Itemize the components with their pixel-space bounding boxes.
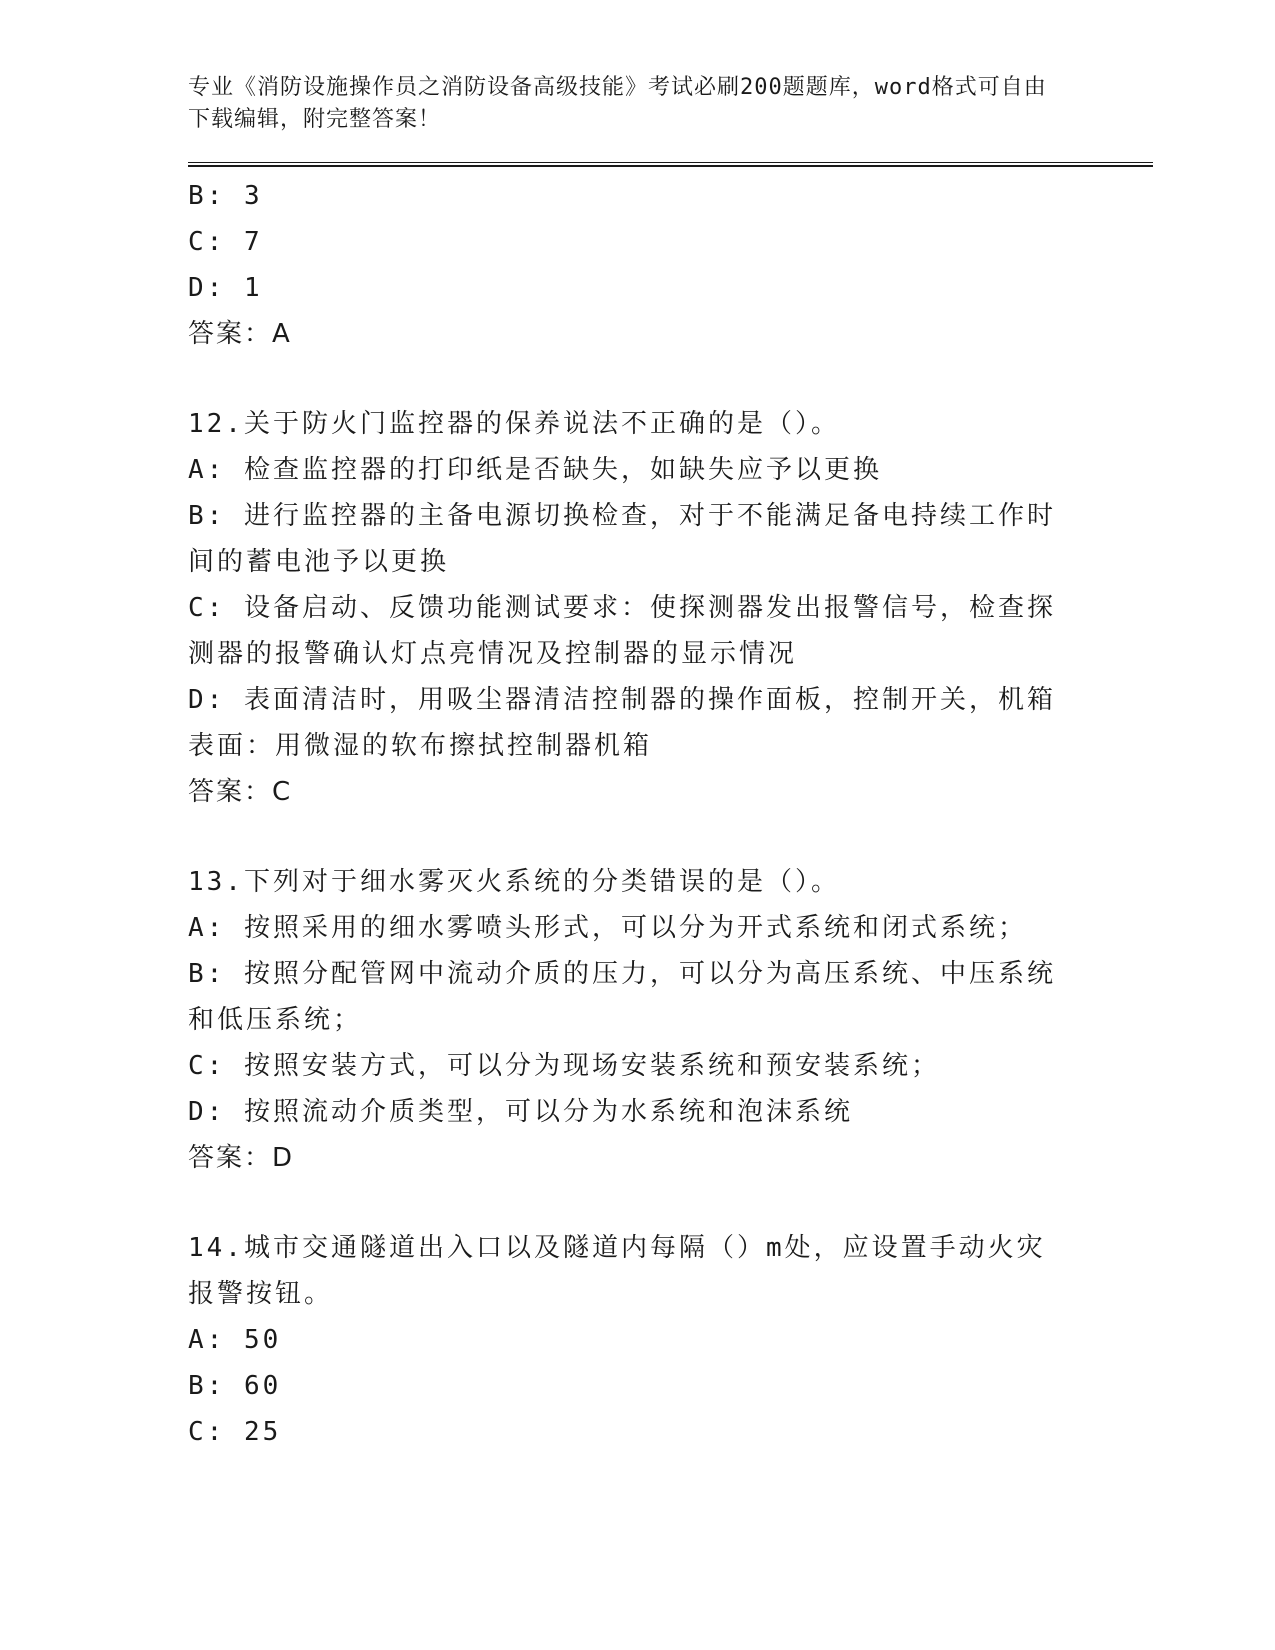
option-a: A: 检查监控器的打印纸是否缺失，如缺失应予以更换 xyxy=(188,455,882,485)
option-b: B: 3 xyxy=(188,181,263,211)
option-c: C: 25 xyxy=(188,1417,282,1447)
option-c: C: 按照安装方式，可以分为现场安装系统和预安装系统； xyxy=(188,1051,940,1081)
option-c: C: 7 xyxy=(188,227,263,257)
option-d: D: 表面清洁时，用吸尘器清洁控制器的操作面板，控制开关，机箱表面：用微湿的软布擦拭控制器机箱 xyxy=(188,685,1056,761)
question-stem: 13.下列对于细水雾灭火系统的分类错误的是（）。 xyxy=(188,867,840,897)
question-stem: 14.城市交通隧道出入口以及隧道内每隔（）m处，应设置手动火灾报警按钮。 xyxy=(188,1233,1046,1309)
question-stem: 12.关于防火门监控器的保养说法不正确的是（）。 xyxy=(188,409,840,439)
header-divider xyxy=(188,162,1153,167)
document-header: 专业《消防设施操作员之消防设备高级技能》考试必刷200题题库，word格式可自由下载编辑，附完整答案！ xyxy=(188,75,1047,132)
document-page xyxy=(188,72,1148,1455)
question-block xyxy=(188,1225,1148,1455)
option-d: D: 1 xyxy=(188,273,263,303)
option-a: A: 按照采用的细水雾喷头形式，可以分为开式系统和闭式系统； xyxy=(188,913,1027,943)
option-a: A: 50 xyxy=(188,1325,282,1355)
answer: 答案：D xyxy=(188,1143,295,1173)
option-c: C: 设备启动、反馈功能测试要求：使探测器发出报警信号，检查探测器的报警确认灯点亮情况及控制器的显示情况 xyxy=(188,593,1056,669)
answer: 答案：C xyxy=(188,777,293,807)
question-block xyxy=(188,173,1148,357)
question-list xyxy=(188,173,1148,1455)
option-b: B: 60 xyxy=(188,1371,282,1401)
answer: 答案：A xyxy=(188,319,292,349)
question-block xyxy=(188,859,1148,1181)
option-b: B: 按照分配管网中流动介质的压力，可以分为高压系统、中压系统和低压系统； xyxy=(188,959,1056,1035)
question-block xyxy=(188,401,1148,815)
option-b: B: 进行监控器的主备电源切换检查，对于不能满足备电持续工作时间的蓄电池予以更换 xyxy=(188,501,1056,577)
option-d: D: 按照流动介质类型，可以分为水系统和泡沫系统 xyxy=(188,1097,853,1127)
